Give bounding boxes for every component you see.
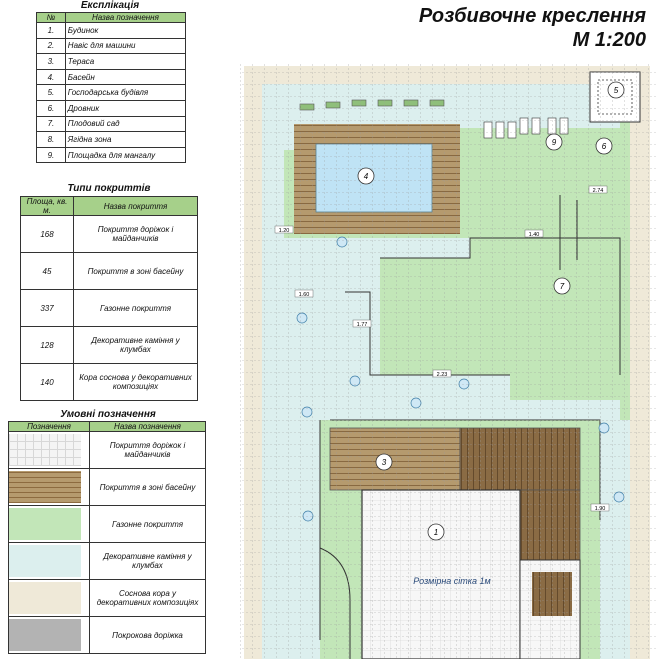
coverage-area: 337 [21,290,74,327]
zone-marker [358,168,374,184]
zone-marker-label: 4 [363,172,369,181]
legend-header: Умовні позначення [60,409,156,420]
explication-col-no: № [37,13,66,23]
legend-name: Покриття в зоні басейну [90,469,206,506]
explication-no: 1. [37,23,66,39]
legend-name: Соснова кора у декоративних композиціях [90,580,206,617]
coverage-col-area: Площа, кв. м. [21,197,74,216]
zone-marker [546,134,562,150]
dimension-label: 1.40 [528,232,540,238]
explication-name: Плодовий сад [65,116,185,132]
dimension-label: 2.23 [436,372,448,378]
zone-marker-label: 6 [601,142,607,151]
zone-marker [554,278,570,294]
explication-no: 4. [37,69,66,85]
title-main: Розбивочне креслення [418,5,646,27]
zone-marker [608,82,624,98]
explication-no: 3. [37,54,66,70]
explication-no: 7. [37,116,66,132]
coverage-name: Кора соснова у декоративних композиціях [74,364,198,401]
explication-no: 2. [37,38,66,54]
legend-col-symbol: Позначення [9,422,90,432]
explication-name: Будинок [65,23,185,39]
coverage-area: 140 [21,364,74,401]
dimension-label: 1.20 [278,228,290,234]
coverage-name: Покриття в зоні басейну [74,253,198,290]
coverage-name: Покриття доріжок і майданчиків [74,216,198,253]
explication-no: 8. [37,132,66,148]
zone-marker [596,138,612,154]
dimension-label: 1.77 [356,322,368,328]
explication-name: Басейн [65,69,185,85]
zone-marker-label: 3 [381,458,387,467]
legend-name: Газонне покриття [90,506,206,543]
dimension-label: 1.60 [298,292,310,298]
coverage-header: Типи покриттів [67,183,151,194]
coverage-name: Декоративне каміння у клумбах [74,327,198,364]
dimension-label: 1.90 [594,506,606,512]
zone-marker [428,524,444,540]
measuring-grid [240,64,656,659]
zone-marker-label: 7 [559,282,565,291]
legend-name: Покриття доріжок і майданчиків [90,432,206,469]
title-scale: М 1:200 [572,29,646,51]
explication-no: 5. [37,85,66,101]
zone-marker-label: 1 [433,528,439,537]
coverage-name: Газонне покриття [74,290,198,327]
legend-name: Декоративне каміння у клумбах [90,543,206,580]
coverage-area: 45 [21,253,74,290]
explication-col-name: Назва позначення [65,13,185,23]
explication-name: Дровник [65,100,185,116]
zone-marker [376,454,392,470]
legend-col-name: Назва позначення [90,422,206,432]
zone-marker-label: 9 [551,138,557,147]
explication-name: Площадка для мангалу [65,147,185,163]
explication-no: 9. [37,147,66,163]
explication-header: Експлікація [80,0,140,11]
explication-name: Навіс для машини [65,38,185,54]
coverage-area: 128 [21,327,74,364]
legend-name: Покрокова доріжка [90,617,206,654]
dimension-label: 2.74 [592,188,604,194]
explication-name: Тераса [65,54,185,70]
grid-label: Розмірна сітка 1м [413,576,491,586]
explication-name: Господарська будівля [65,85,185,101]
coverage-col-name: Назва покриття [74,197,198,216]
zone-marker-label: 5 [613,86,619,95]
explication-no: 6. [37,100,66,116]
coverage-area: 168 [21,216,74,253]
explication-name: Ягідна зона [65,132,185,148]
